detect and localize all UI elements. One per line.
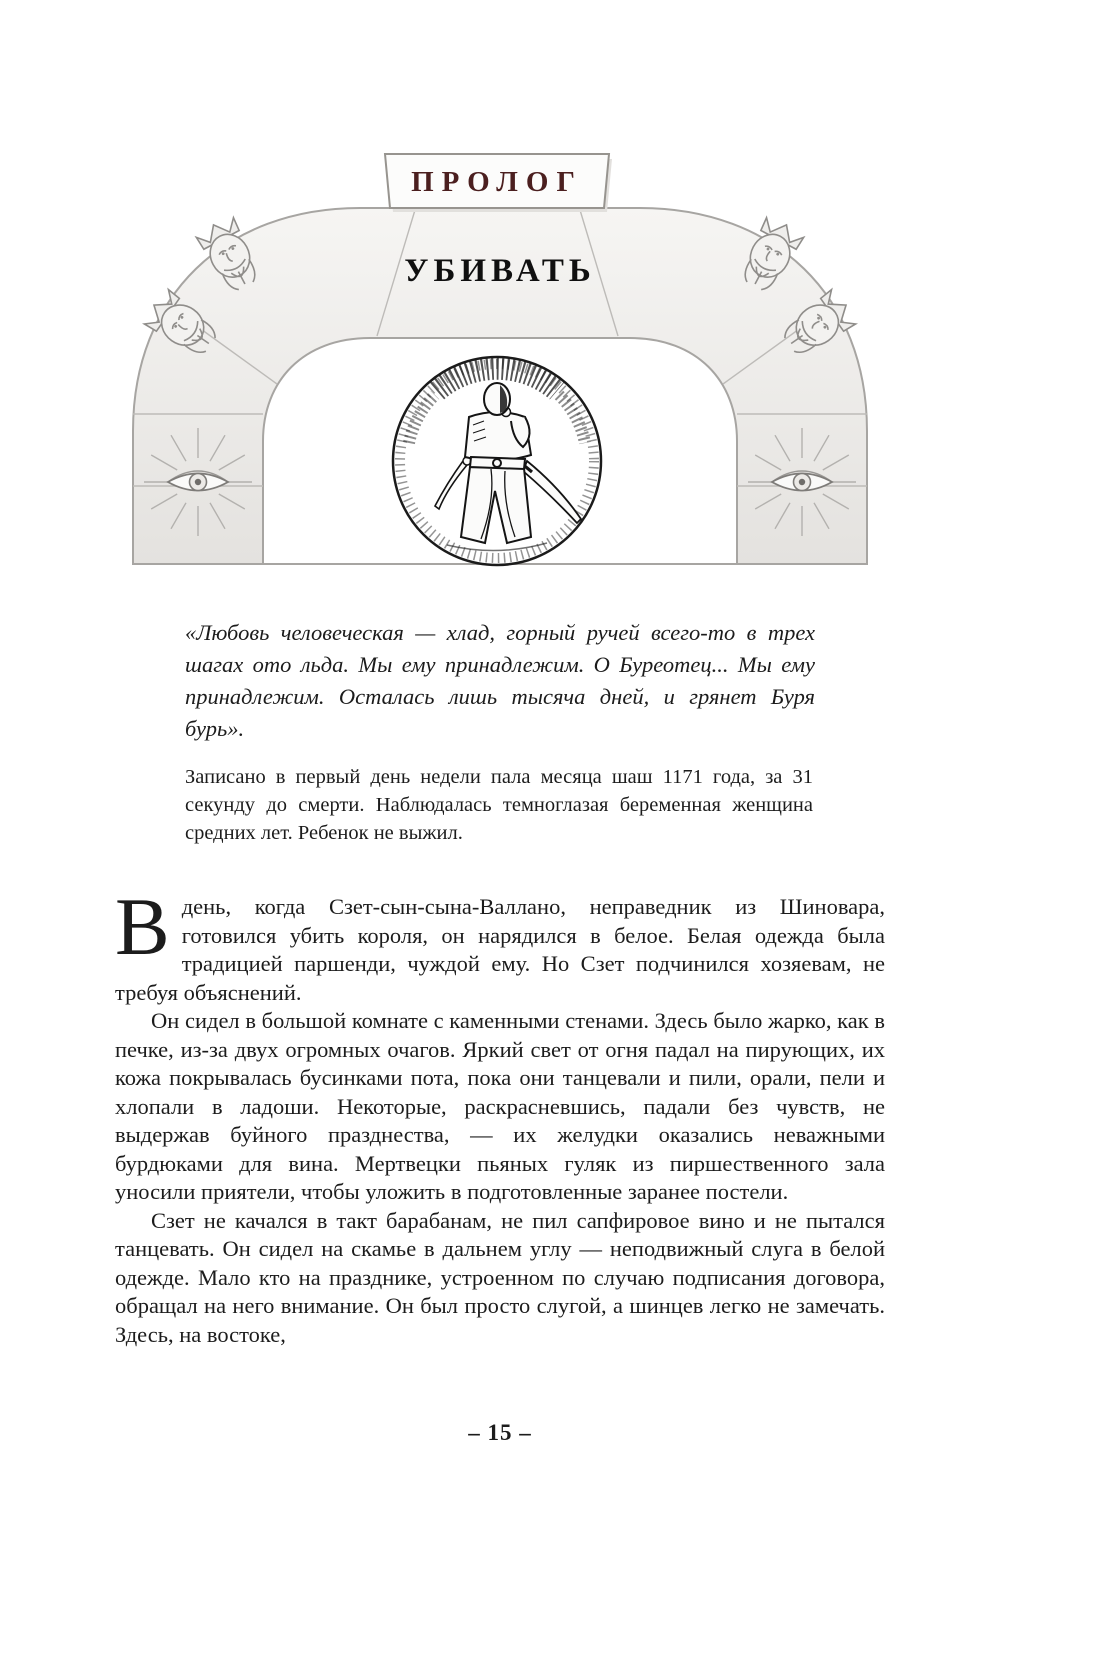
assassin-figure-medallion bbox=[393, 357, 601, 565]
body-paragraph-1 bbox=[115, 881, 885, 1007]
body-paragraph-1-text: день, когда Сзет-сын-сына-Валлано, неправедник из Шиновара, готовился убить короля, он нарядился в белое. Белая одежда была традицией паршенди, чуждой ему. Но Сзет подчинился хозяевам, не требуя объяснений. bbox=[115, 894, 885, 1005]
kicker-label: ПРОЛОГ bbox=[411, 166, 583, 198]
body-paragraph-2: Он сидел в большой комнате с каменными стенами. Здесь было жарко, как в печке, из-за двух огромных очагов. Яркий свет от огня падал на пирующих, их кожа покрывалась бусинками пота, пока они танцевали и пили, орали, пели и хлопали в ладоши. Некоторые, раскрасневшись, падали без чувств, не выдержав буйного празднества, — их желудки оказались неважными бурдюками для вина. Мертвецки пьяных гуляк из пиршественного зала уносили приятели, чтобы уложить в подготовленные заранее постели. bbox=[115, 1008, 885, 1204]
epigraph-quote: «Любовь человеческая — хлад, горный ручей всего-то в трех шагах ото льда. Мы ему принадлежим. О Буреотец... Мы ему принадлежим. Осталась лишь тысяча дней, и грянет Буря бурь». bbox=[185, 620, 815, 741]
chapter-body bbox=[115, 881, 885, 1349]
body-paragraph-3: Сзет не качался в такт барабанам, не пил сапфировое вино и не пытался танцевать. Он сидел на скамье в дальнем углу — неподвижный слуга в белой одежде. Мало кто на празднике, устроенном по случаю подписания договора, обращал на него внимание. Он был просто слугой, а шинцев легко не замечать. Здесь, на востоке, bbox=[115, 1207, 885, 1347]
chapter-title: УБИВАТЬ bbox=[404, 253, 596, 289]
page-content bbox=[115, 0, 885, 1349]
drop-cap: В bbox=[115, 881, 170, 972]
prologue-banner bbox=[385, 154, 612, 212]
page-number: – 15 – bbox=[468, 1420, 532, 1445]
arch-illustration bbox=[125, 146, 875, 567]
chapter-header-illustration bbox=[125, 146, 875, 567]
epigraph-attribution: Записано в первый день недели пала месяца шаш 1171 года, за 31 секунду до смерти. Наблюдалась темноглазая беременная женщина средних лет. Ребенок не выжил. bbox=[185, 766, 813, 844]
